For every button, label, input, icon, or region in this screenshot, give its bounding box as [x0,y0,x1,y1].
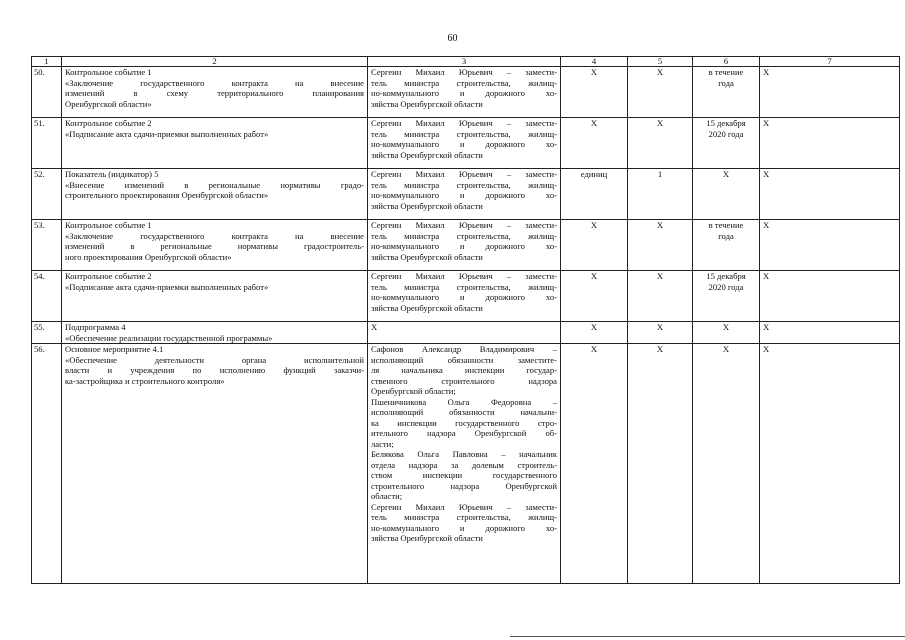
responsible-line: но-коммунального и дорожного хо- [371,292,557,302]
responsible-line: исполняющий обязанности начальни- [371,407,557,417]
column-header: 5 [628,57,693,67]
table-row [32,344,900,584]
col6-line: 2020 года [708,281,744,292]
description-line: Оренбургской области» [65,98,152,109]
col6-line: 15 декабря [706,271,746,281]
row-description [62,169,368,220]
row-col5: Х [628,67,693,118]
responsible-line: но-коммунального и дорожного хо- [371,88,557,98]
table-row [32,67,900,118]
description-line: изменений в региональные нормативы градостроитель- [65,241,364,251]
col6-line: Х [722,344,730,354]
responsible-line: Х [371,322,378,332]
description-line: изменений в схему территориального планирования [65,88,364,98]
row-responsible [368,220,561,271]
row-col6 [693,67,760,118]
description-line: «Подписание акта сдачи-приемки выполненных работ» [65,128,269,139]
description-line: «Заключение государственного контракта на внесение [65,77,364,88]
row-col7: Х [760,118,900,169]
column-header: 6 [693,57,760,67]
row-col4: Х [561,67,628,118]
responsible-line: ка инспекции государственного стро- [371,417,557,428]
row-col5: Х [628,322,693,344]
row-number: 56. [32,344,62,584]
column-header: 3 [368,57,561,67]
row-col7: Х [760,322,900,344]
responsible-line: зяйства Оренбургской области [371,98,483,109]
col6-line: Х [722,322,730,332]
row-number: 52. [32,169,62,220]
responsible-line: но-коммунального и дорожного хо- [371,241,557,251]
col6-line: года [718,230,734,241]
responsible-line: тель министра строительства, жилищ- [371,179,557,190]
description-line: Показатель (индикатор) 5 [65,169,159,179]
responsible-line: ственного строительного надзора [371,375,557,386]
col6-line: в течение [708,67,744,77]
column-header: 4 [561,57,628,67]
responsible-line: тель министра строительства, жилищ- [371,77,557,88]
description-line: «Внесение изменений в региональные нормативы градо- [65,179,364,190]
responsible-line: зяйства Оренбургской области [371,149,483,160]
responsible-line: Сергеин Михаил Юрьевич – замести- [371,220,557,230]
description-line: «Обеспечение реализации государственной программы» [65,332,273,343]
row-number: 54. [32,271,62,322]
responsible-line: тель министра строительства, жилищ- [371,230,557,241]
responsible-line: тель министра строительства, жилищ- [371,128,557,139]
row-number: 55. [32,322,62,344]
row-col7: Х [760,271,900,322]
responsible-line: ительного надзора Оренбургской об- [371,428,557,438]
description-line: строительного проектирования Оренбургской области» [65,190,269,200]
responsible-line: Сергеин Михаил Юрьевич – замести- [371,271,557,281]
responsible-line: отдела надзора за долевым строитель- [371,459,557,470]
responsible-line: ством инспекции государственного [371,470,557,480]
table-row [32,220,900,271]
table-row [32,271,900,322]
row-number: 50. [32,67,62,118]
row-col6 [693,271,760,322]
row-col4: Х [561,118,628,169]
responsible-line: Сергеин Михаил Юрьевич – замести- [371,67,557,77]
description-line: ного проектирования Оренбургской области» [65,251,232,262]
col6-line: года [718,77,734,88]
col6-line: 2020 года [708,128,744,139]
responsible-line: но-коммунального и дорожного хо- [371,522,557,533]
responsible-line: зяйства Оренбургской области [371,200,483,211]
footer-rule [510,636,905,637]
row-col6 [693,169,760,220]
row-col7: Х [760,220,900,271]
row-description [62,67,368,118]
plan-table [31,56,900,584]
responsible-line: строительного надзора Оренбургской [371,480,557,491]
description-line: «Подписание акта сдачи-приемки выполненных работ» [65,281,269,292]
row-description [62,118,368,169]
responsible-line: тель министра строительства, жилищ- [371,512,557,522]
row-col4: Х [561,344,628,584]
responsible-line: Сергеин Михаил Юрьевич – замести- [371,118,557,128]
row-col4: Х [561,322,628,344]
column-header: 1 [32,57,62,67]
responsible-line: ласти; [371,438,394,449]
row-responsible [368,67,561,118]
responsible-line: Пшеничникова Ольга Федоровна – [371,396,557,407]
row-col5: Х [628,271,693,322]
responsible-line: Сафонов Александр Владимирович – [371,344,557,354]
responsible-line: зяйства Оренбургской области [371,251,483,262]
description-line: власти и учреждения по исполнению функций заказчи- [65,365,364,375]
row-col6 [693,118,760,169]
row-col5: 1 [628,169,693,220]
responsible-line: области; [371,491,403,501]
row-col5: Х [628,118,693,169]
row-description [62,322,368,344]
col6-line: 15 декабря [706,118,746,128]
row-responsible [368,169,561,220]
row-col6 [693,322,760,344]
description-line: Контрольное событие 1 [65,67,152,77]
responsible-line: но-коммунального и дорожного хо- [371,190,557,200]
table-row [32,118,900,169]
description-line: Основное мероприятие 4.1 [65,344,164,354]
row-col7: Х [760,67,900,118]
responsible-line: Белякова Ольга Павловна – начальник [371,449,557,459]
row-responsible [368,344,561,584]
table-row [32,322,900,344]
row-description [62,344,368,584]
description-line: Контрольное событие 1 [65,220,152,230]
page-number: 60 [447,33,458,44]
description-line: «Обеспечение деятельности органа исполнительной [65,354,364,365]
row-col7: Х [760,169,900,220]
row-description [62,271,368,322]
row-description [62,220,368,271]
responsible-line: Оренбургской области; [371,386,456,396]
row-number: 51. [32,118,62,169]
table-row [32,169,900,220]
responsible-line: Сергеин Михаил Юрьевич – замести- [371,501,557,512]
row-col5: Х [628,220,693,271]
row-col4: единиц [561,169,628,220]
responsible-line: зяйства Оренбургской области [371,302,483,313]
description-line: Подпрограмма 4 [65,322,126,332]
responsible-line: ля начальника инспекции государ- [371,365,557,375]
header-row [32,57,900,67]
row-col4: Х [561,220,628,271]
responsible-line: но-коммунального и дорожного хо- [371,139,557,149]
description-line: ка-застройщика и строительного контроля» [65,375,225,386]
description-line: «Заключение государственного контракта на внесение [65,230,364,241]
description-line: Контрольное событие 2 [65,118,152,128]
row-col6 [693,220,760,271]
row-col6 [693,344,760,584]
description-line: Контрольное событие 2 [65,271,152,281]
column-header: 2 [62,57,368,67]
row-col4: Х [561,271,628,322]
row-col7: Х [760,344,900,584]
column-header: 7 [760,57,900,67]
responsible-line: Сергеин Михаил Юрьевич – замести- [371,169,557,179]
row-col5: Х [628,344,693,584]
row-number: 53. [32,220,62,271]
row-responsible [368,271,561,322]
col6-line: Х [722,169,730,179]
responsible-line: исполняющий обязанности заместите- [371,354,557,365]
responsible-line: зяйства Оренбургской области [371,533,483,543]
row-responsible [368,118,561,169]
row-responsible [368,322,561,344]
col6-line: в течение [708,220,744,230]
responsible-line: тель министра строительства, жилищ- [371,281,557,292]
